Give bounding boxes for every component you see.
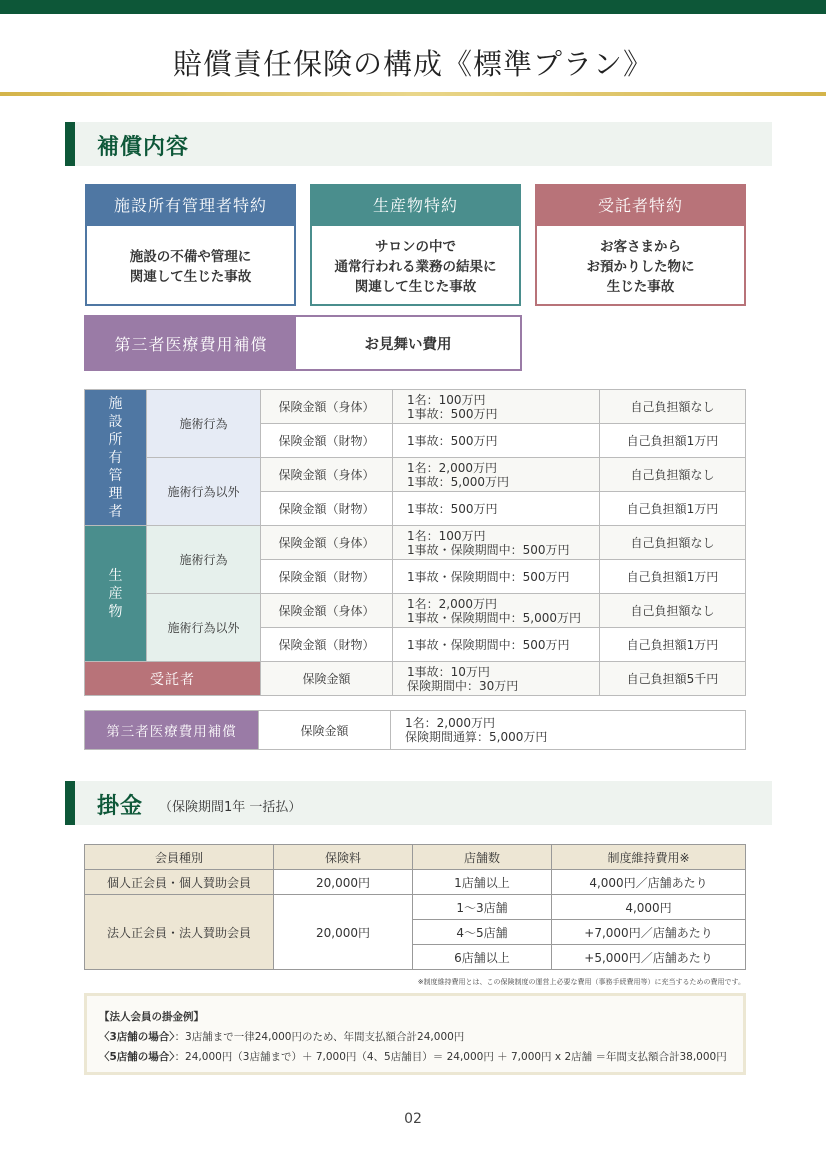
stores-cell: 4〜5店舗: [413, 920, 552, 945]
section-subtitle: （保険期間1年 一括払）: [159, 800, 302, 815]
amount-line: 1事故：10万円: [407, 664, 490, 679]
section-title: 補償内容: [97, 135, 190, 160]
card-title: 受託者特約: [537, 186, 744, 226]
kind-cell: 保険金額: [261, 662, 393, 696]
kind-cell: 保険金額: [259, 711, 391, 750]
card-body: お見舞い費用: [364, 336, 452, 353]
sub-label: 施術行為: [147, 526, 261, 594]
medical-table: [84, 710, 746, 750]
premium-cell: 20,000円: [274, 870, 413, 895]
section-marker: [65, 122, 75, 166]
fee-cell: 4,000円／店舗あたり: [552, 870, 746, 895]
column-header: 店舗数: [413, 845, 552, 870]
top-accent-bar: [0, 0, 826, 14]
deductible-cell: 自己負担額1万円: [600, 424, 746, 458]
table-row: [85, 594, 746, 628]
amount-cell: [393, 526, 600, 560]
stores-cell: 6店舗以上: [413, 945, 552, 970]
deductible-cell: 自己負担額なし: [600, 594, 746, 628]
fee-cell: +7,000円／店舗あたり: [552, 920, 746, 945]
deductible-cell: 自己負担額なし: [600, 458, 746, 492]
card-product: [310, 184, 521, 306]
deductible-cell: 自己負担額1万円: [600, 628, 746, 662]
sub-label: 施術行為: [147, 390, 261, 458]
column-header: 保険料: [274, 845, 413, 870]
amount-line: 1事故：5,000万円: [407, 474, 509, 489]
column-header: 制度維持費用※: [552, 845, 746, 870]
kind-cell: 保険金額（財物）: [261, 492, 393, 526]
group-label: [85, 526, 147, 662]
amount-line: 1事故：500万円: [407, 406, 498, 421]
footnote: ※制度維持費用とは、この保険制度の運営上必要な費用（事務手続費用等）に充当するための費用です。: [417, 978, 745, 986]
table-row: [85, 895, 746, 920]
kind-cell: 保険金額（身体）: [261, 458, 393, 492]
deductible-cell: 自己負担額なし: [600, 526, 746, 560]
section-header-coverage: [65, 122, 772, 166]
amount-line: 1事故・保険期間中：500万円: [407, 542, 570, 557]
card-body: 施設の不備や管理に 関連して生じた事故: [129, 249, 252, 285]
fee-cell: 4,000円: [552, 895, 746, 920]
amount-line: 1名：2,000万円: [407, 460, 497, 475]
kind-cell: 保険金額（身体）: [261, 594, 393, 628]
table-header-row: [85, 845, 746, 870]
section-header-fee: [65, 781, 772, 825]
member-type-cell: 個人正会員・個人賛助会員: [85, 870, 274, 895]
deductible-cell: 自己負担額1万円: [600, 492, 746, 526]
kind-cell: 保険金額（財物）: [261, 424, 393, 458]
deductible-cell: 自己負担額なし: [600, 390, 746, 424]
example-title: 【法人会員の掛金例】: [99, 1011, 204, 1023]
page-number: 02: [404, 1111, 422, 1127]
amount-line: 保険期間通算：5,000万円: [405, 730, 548, 744]
premium-cell: 20,000円: [274, 895, 413, 970]
table-row: [85, 711, 746, 750]
amount-line: 1名：100万円: [407, 528, 486, 543]
column-header: 会員種別: [85, 845, 274, 870]
amount-line: 保険期間中：30万円: [407, 678, 519, 693]
card-title: 第三者医療費用補償: [86, 317, 296, 369]
table-row: [85, 458, 746, 492]
card-body: お客さまから お預かりした物に 生じた事故: [586, 239, 695, 295]
amount-cell: [391, 711, 746, 750]
table-row: [85, 390, 746, 424]
amount-line: 1名：100万円: [407, 392, 486, 407]
title-underline: [0, 92, 826, 96]
card-trustee: [535, 184, 746, 306]
amount-cell: 1事故：500万円: [393, 424, 600, 458]
amount-cell: 1事故：500万円: [393, 492, 600, 526]
kind-cell: 保険金額（財物）: [261, 628, 393, 662]
table-row: [85, 662, 746, 696]
card-medical: [84, 315, 522, 371]
card-title: 施設所有管理者特約: [87, 186, 294, 226]
group-text: 施 設 所 有 管 理 者: [108, 395, 123, 520]
deductible-cell: 自己負担額1万円: [600, 560, 746, 594]
kind-cell: 保険金額（財物）: [261, 560, 393, 594]
amount-cell: [393, 662, 600, 696]
card-facility: [85, 184, 296, 306]
amount-line: 1名：2,000万円: [405, 716, 495, 730]
example-line: 〈5店舗の場合〉：24,000円（3店舗まで）＋ 7,000円（4、5店舗目）＝ 24,000円 ＋ 7,000円 x 2店舗 ＝年間支払額合計38,000円: [99, 1051, 727, 1063]
amount-cell: [393, 390, 600, 424]
group-label: [85, 390, 147, 526]
sub-label: 施術行為以外: [147, 458, 261, 526]
amount-cell: 1事故・保険期間中：500万円: [393, 628, 600, 662]
amount-line: 1名：2,000万円: [407, 596, 497, 611]
card-body: サロンの中で 通常行われる業務の結果に 関連して生じた事故: [334, 239, 497, 295]
group-text: 生 産 物: [108, 567, 123, 620]
stores-cell: 1店舗以上: [413, 870, 552, 895]
trustee-label: 受託者: [85, 662, 261, 696]
page-title: 賠償責任保険の構成《標準プラン》: [172, 47, 653, 81]
section-marker: [65, 781, 75, 825]
member-type-cell: 法人正会員・法人賛助会員: [85, 895, 274, 970]
amount-cell: [393, 458, 600, 492]
fee-cell: +5,000円／店舗あたり: [552, 945, 746, 970]
stores-cell: 1〜3店舗: [413, 895, 552, 920]
table-row: [85, 870, 746, 895]
sub-label: 施術行為以外: [147, 594, 261, 662]
amount-line: 1事故・保険期間中：5,000万円: [407, 610, 581, 625]
amount-cell: [393, 594, 600, 628]
example-box: [84, 993, 746, 1075]
medical-label: 第三者医療費用補償: [85, 711, 259, 750]
section-title: 掛金: [97, 794, 144, 819]
kind-cell: 保険金額（身体）: [261, 390, 393, 424]
card-title: 生産物特約: [312, 186, 519, 226]
coverage-table: [84, 389, 746, 696]
deductible-cell: 自己負担額5千円: [600, 662, 746, 696]
table-row: [85, 526, 746, 560]
amount-cell: 1事故・保険期間中：500万円: [393, 560, 600, 594]
kind-cell: 保険金額（身体）: [261, 526, 393, 560]
example-line: 〈3店舗の場合〉：3店舗まで一律24,000円のため、年間支払額合計24,000円: [99, 1031, 465, 1043]
fee-table: [84, 844, 746, 970]
